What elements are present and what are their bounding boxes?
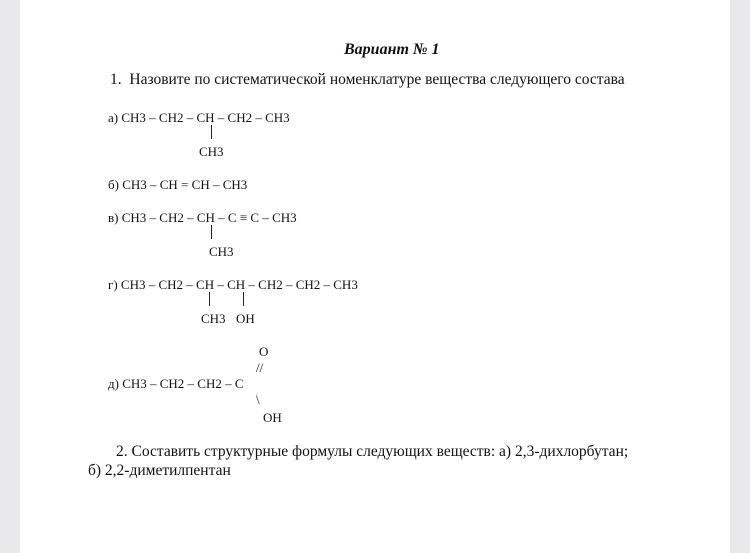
formula-v-substituent: CH3 bbox=[209, 244, 234, 259]
formula-v-main-chain: в) CH3 – CH2 – CH – C ≡ C – CH3 bbox=[108, 210, 297, 225]
formula-a-bond bbox=[211, 125, 212, 139]
formula-a-substituent: CH3 bbox=[199, 144, 224, 159]
formula-d-hydroxyl: OH bbox=[263, 410, 282, 425]
formula-g-bond-2 bbox=[243, 292, 244, 306]
formula-g-main-chain: г) CH3 – CH2 – CH – CH – CH2 – CH2 – CH3 bbox=[108, 277, 358, 292]
task-2-line-1: 2. Составить структурные формулы следующих веществ: а) 2,3-дихлорбутан; bbox=[116, 443, 629, 460]
formula-d-oxygen: O bbox=[259, 344, 269, 359]
variant-title: Вариант № 1 bbox=[344, 41, 440, 58]
task-2-line-2: б) 2,2-диметилпентан bbox=[88, 462, 231, 479]
formula-v-bond bbox=[211, 225, 212, 239]
formula-b-main-chain: б) CH3 – CH = CH – CH3 bbox=[108, 177, 248, 192]
formula-d-double-bond: // bbox=[256, 360, 264, 375]
formula-d-main-chain: д) CH3 – CH2 – CH2 – C bbox=[108, 376, 244, 391]
document-page bbox=[20, 0, 730, 553]
task-1-text: 1. Назовите по систематической номенклатуре вещества следующего состава bbox=[110, 71, 625, 88]
formula-g-substituent-1: CH3 bbox=[201, 311, 226, 326]
formula-d-single-bond: \ bbox=[256, 392, 260, 407]
formula-g-bond-1 bbox=[209, 292, 210, 306]
formula-a-main-chain: а) CH3 – CH2 – CH – CH2 – CH3 bbox=[108, 110, 290, 125]
formula-g-substituent-2: OH bbox=[236, 311, 255, 326]
